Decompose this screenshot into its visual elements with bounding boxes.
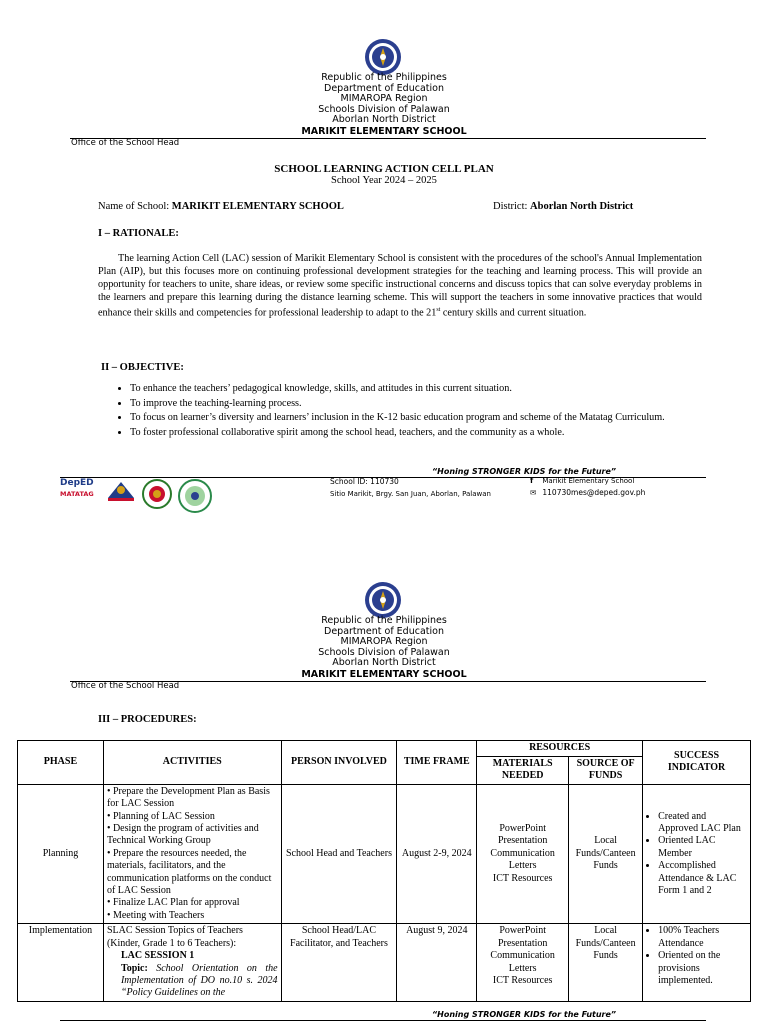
material-item: Letters xyxy=(508,962,537,974)
school-address: Sitio Marikit, Brgy. San Juan, Aborlan, Palawan xyxy=(330,490,491,498)
time-cell: August 9, 2024 xyxy=(397,924,477,1001)
document-title: SCHOOL LEARNING ACTION CELL PLAN xyxy=(274,163,494,175)
activity-text: Prepare the Development Plan as Basis for LAC Session xyxy=(106,785,270,810)
activity-item: • Finalize LAC Plan for approval xyxy=(106,897,240,909)
objective-item: • To improve the teaching-learning process. xyxy=(130,397,702,412)
letterhead-line: Schools Division of Palawan xyxy=(318,646,450,658)
activity-text: Meeting with Teachers xyxy=(112,909,205,921)
materials-cell xyxy=(477,784,569,923)
person-cell: School Head and Teachers xyxy=(281,784,397,923)
objective-item: • To focus on learner’s diversity and learners’ inclusion in the K-12 basic education program and scheme of the Matatag Curriculum. xyxy=(130,411,702,426)
activity-text: Finalize LAC Plan for approval xyxy=(112,897,240,909)
activity-item: • Meeting with Teachers xyxy=(106,909,205,921)
procedures-table xyxy=(17,740,751,1002)
session-topic xyxy=(107,963,278,1000)
objective-list xyxy=(100,382,702,440)
objective-heading: II – OBJECTIVE: xyxy=(101,362,184,373)
letterhead-line: Schools Division of Palawan xyxy=(318,103,450,115)
funds-cell: Local Funds/Canteen Funds xyxy=(569,784,643,923)
document-title-block xyxy=(234,163,534,186)
objective-item: • To foster professional collaborative spirit among the school head, teachers, and the community as a whole. xyxy=(130,426,702,441)
email-icon: ✉ xyxy=(530,488,537,497)
footer-divider xyxy=(60,1020,706,1021)
topic-label: Topic: xyxy=(120,962,148,974)
rationale-text xyxy=(98,252,702,319)
phase-cell: Implementation xyxy=(18,924,104,1001)
rationale-superscript: st xyxy=(436,307,441,313)
school-motto: “Honing STRONGER KIDS for the Future” xyxy=(432,467,617,476)
letterhead-line: Department of Education xyxy=(324,625,444,637)
rationale-body: The learning Action Cell (LAC) session of Marikit Elementary School is consistent with the procedures of the school's Annual Implementation Plan (AIP), but this focuses more on continuing professional development strategies for the teaching and learning process. This will provide an opportunity for teachers to unite, share ideas, or review some specific instructional concerns and discuss topics that can solve everyday problems in the learners and prepare this learning during the distance learning scheme. This will support the teachers in some innovative practices that would enhance their skills and competencies for professional leadership to adapt to the 21 xyxy=(98,253,702,319)
footer-contact-right xyxy=(530,475,645,499)
school-name-field xyxy=(98,201,344,212)
material-item: ICT Resources xyxy=(492,974,553,986)
facebook-icon: f xyxy=(530,476,534,485)
activities-cell xyxy=(103,924,281,1001)
activity-item: • Planning of LAC Session xyxy=(106,810,215,822)
materials-cell xyxy=(477,924,569,1001)
school-name-label: Name of School: xyxy=(98,201,170,212)
office-label: Office of the School Head xyxy=(71,138,180,148)
col-header-resources: RESOURCES xyxy=(477,741,643,757)
person-cell: School Head/LAC Facilitator, and Teachers xyxy=(281,924,397,1001)
school-year: School Year 2024 – 2025 xyxy=(331,175,437,186)
school-id: School ID: 110730 xyxy=(330,477,399,486)
material-item: Communication xyxy=(490,950,555,962)
col-header-person: PERSON INVOLVED xyxy=(281,741,397,785)
phase-cell: Planning xyxy=(18,784,104,923)
office-label: Office of the School Head xyxy=(71,681,180,691)
session-label: LAC SESSION 1 xyxy=(120,950,195,962)
division-seal-icon xyxy=(142,478,172,512)
success-item: • Accomplished Attendance & LAC Form 1 and 2 xyxy=(658,860,747,897)
school-name-header: MARIKIT ELEMENTARY SCHOOL xyxy=(301,125,467,137)
success-item: • Oriented on the provisions implemented. xyxy=(658,950,747,987)
deped-seal-icon xyxy=(364,581,402,619)
school-name-header: MARIKIT ELEMENTARY SCHOOL xyxy=(301,668,467,680)
facebook-page: Marikit Elementary School xyxy=(542,477,635,485)
table-row xyxy=(18,924,751,1001)
letterhead-line: Aborlan North District xyxy=(332,657,436,669)
school-seal-icon xyxy=(178,478,212,514)
district-field xyxy=(493,201,633,212)
col-header-materials: MATERIALS NEEDED xyxy=(477,757,569,785)
deped-logo xyxy=(60,478,94,488)
objective-item: • To enhance the teachers’ pedagogical knowledge, skills, and attitudes in this current situation. xyxy=(130,382,702,397)
material-item: ICT Resources xyxy=(492,872,553,884)
activity-text: Design the program of activities and Technical Working Group xyxy=(106,823,259,847)
school-motto: “Honing STRONGER KIDS for the Future” xyxy=(432,1010,617,1019)
letterhead-line: Republic of the Philippines xyxy=(321,72,447,83)
letterhead-line: Republic of the Philippines xyxy=(321,615,447,626)
material-item: PowerPoint xyxy=(499,823,546,835)
activity-item: • Prepare the Development Plan as Basis for LAC Session xyxy=(106,785,270,810)
school-name-value: MARIKIT ELEMENTARY SCHOOL xyxy=(171,201,344,212)
letterhead-line: Aborlan North District xyxy=(332,114,436,126)
footer-logos xyxy=(60,478,215,514)
col-header-success: SUCCESS INDICATOR xyxy=(643,741,751,785)
email-address: 110730mes@deped.gov.ph xyxy=(542,488,646,497)
success-cell xyxy=(643,784,751,923)
matatag-logo-text: MATATAG xyxy=(60,490,94,498)
col-header-phase: PHASE xyxy=(18,741,104,785)
success-cell xyxy=(643,924,751,1001)
activities-intro: SLAC Session Topics of Teachers (Kinder, Grade 1 to 6 Teachers): xyxy=(106,925,243,949)
rationale-body-end: century skills and current situation. xyxy=(440,307,587,319)
letterhead-line: MIMAROPA Region xyxy=(340,636,428,648)
activity-text: Prepare the resources needed, the materials, facilitators, and the communication platforms on the conduct of LAC Session xyxy=(106,847,272,897)
material-item: PowerPoint xyxy=(499,925,546,937)
activity-text: Planning of LAC Session xyxy=(112,810,215,822)
district-label: District: xyxy=(493,201,528,212)
deped-logo-text: DepED xyxy=(60,478,94,488)
activity-item: • Prepare the resources needed, the materials, facilitators, and the communication platforms on the conduct of LAC Session xyxy=(106,847,272,897)
letterhead xyxy=(234,616,534,680)
col-header-time: TIME FRAME xyxy=(397,741,477,785)
topic-text: School Orientation on the Implementation of DO no.10 s. 2024 “Policy Guidelines on the xyxy=(120,962,278,999)
letterhead xyxy=(234,73,534,137)
material-item: Presentation xyxy=(497,835,548,847)
deped-seal-icon xyxy=(364,38,402,76)
procedures-table-wrap xyxy=(17,740,751,1004)
time-cell: August 2-9, 2024 xyxy=(397,784,477,923)
funds-cell: Local Funds/Canteen Funds xyxy=(569,924,643,1001)
district-value: Aborlan North District xyxy=(530,201,634,212)
col-header-funds: SOURCE OF FUNDS xyxy=(569,757,643,785)
letterhead-line: MIMAROPA Region xyxy=(340,93,428,105)
success-item: • Created and Approved LAC Plan xyxy=(658,811,747,836)
success-item: • 100% Teachers Attendance xyxy=(658,925,747,950)
matatag-logo xyxy=(60,490,94,498)
letterhead-line: Department of Education xyxy=(324,82,444,94)
material-item: Letters xyxy=(508,860,537,872)
material-item: Communication xyxy=(490,847,555,859)
procedures-heading: III – PROCEDURES: xyxy=(98,714,197,725)
success-item: • Oriented LAC Member xyxy=(658,835,747,860)
footer-contact-left xyxy=(330,476,491,500)
activity-item: • Design the program of activities and Technical Working Group xyxy=(106,823,259,847)
col-header-activities: ACTIVITIES xyxy=(103,741,281,785)
table-row xyxy=(18,784,751,923)
activities-cell xyxy=(103,784,281,923)
rationale-heading: I – RATIONALE: xyxy=(98,228,179,239)
bagong-pilipinas-logo-icon xyxy=(106,480,136,502)
material-item: Presentation xyxy=(497,937,548,949)
